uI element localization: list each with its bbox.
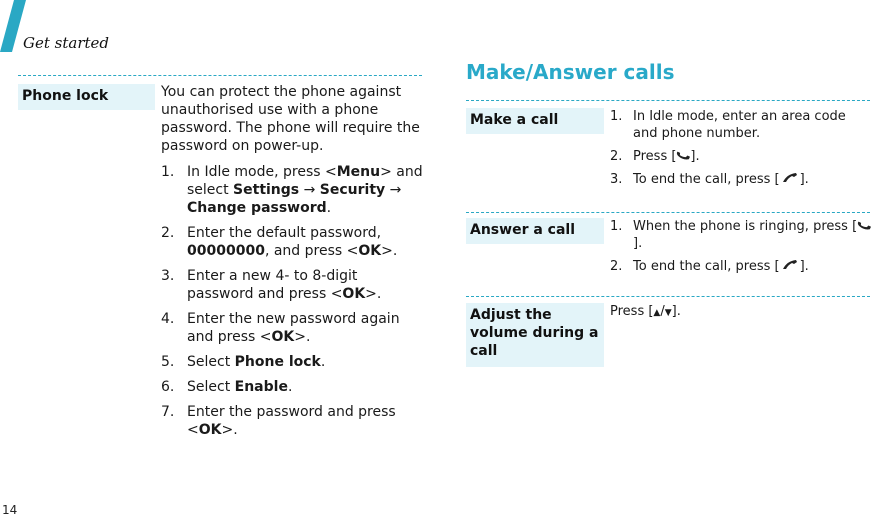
phone-lock-steps: [161, 163, 423, 439]
call-end-icon: [780, 171, 800, 185]
step-number: 2.: [610, 149, 623, 164]
list-item: [161, 267, 423, 303]
divider: [18, 75, 422, 76]
make-call-steps: [610, 108, 872, 188]
list-item: [610, 108, 872, 142]
phone-lock-label: Phone lock: [18, 84, 155, 110]
list-item: [610, 171, 872, 188]
page-header-title: Get started: [23, 34, 110, 52]
step-number: 1.: [161, 164, 175, 180]
list-item: [161, 403, 423, 439]
list-item: [610, 258, 872, 275]
step-text: To end the call, press [ ].: [633, 172, 809, 187]
step-number: 3.: [161, 268, 175, 284]
step-text: Enter a new 4- to 8-digit password and press <OK>.: [187, 268, 382, 302]
step-text: Press [ ].: [633, 149, 700, 164]
adjust-volume-text: Press [▲/▼].: [610, 304, 681, 319]
step-text: Enter the new password again and press <OK>.: [187, 311, 400, 345]
step-text: When the phone is ringing, press [].: [633, 218, 872, 252]
step-number: 5.: [161, 354, 175, 370]
list-item: [161, 310, 423, 346]
call-send-icon: [676, 148, 690, 162]
step-text: Select Enable.: [187, 379, 293, 395]
list-item: [161, 224, 423, 260]
divider: [466, 212, 870, 213]
step-number: 3.: [610, 172, 623, 187]
step-number: 4.: [161, 311, 175, 327]
list-item: [161, 378, 423, 396]
step-text: Select Phone lock.: [187, 354, 326, 370]
step-text: Enter the password and press <OK>.: [187, 404, 396, 438]
step-number: 7.: [161, 404, 175, 420]
step-text: In Idle mode, enter an area code and phone number.: [633, 109, 846, 141]
step-text: Enter the default password, 00000000, and press <OK>.: [187, 225, 398, 259]
volume-down-icon: ▼: [664, 308, 672, 318]
list-item: [161, 163, 423, 217]
list-item: [161, 353, 423, 371]
step-number: 6.: [161, 379, 175, 395]
divider: [466, 296, 870, 297]
phone-lock-intro: You can protect the phone against unauthorised use with a phone password. The phone will require the password on power-up.: [161, 84, 420, 154]
phone-lock-content: [161, 83, 423, 439]
answer-call-steps: [610, 218, 872, 275]
list-item: [610, 148, 872, 165]
answer-call-label: Answer a call: [466, 218, 604, 244]
step-text: To end the call, press [ ].: [633, 259, 809, 274]
step-number: 1.: [610, 219, 623, 234]
make-call-label: Make a call: [466, 108, 604, 134]
volume-up-icon: ▲: [653, 308, 661, 318]
divider: [466, 100, 870, 101]
page-number: 14: [2, 503, 18, 517]
section-title: Make/Answer calls: [466, 60, 675, 84]
list-item: [610, 218, 872, 252]
step-number: 1.: [610, 109, 623, 124]
call-send-icon: [857, 218, 871, 232]
call-end-icon: [780, 258, 800, 272]
step-number: 2.: [610, 259, 623, 274]
step-text: In Idle mode, press <Menu> and select Settings → Security → Change password.: [187, 164, 423, 216]
step-number: 2.: [161, 225, 175, 241]
adjust-volume-label: Adjust the volume during a call: [466, 303, 604, 367]
